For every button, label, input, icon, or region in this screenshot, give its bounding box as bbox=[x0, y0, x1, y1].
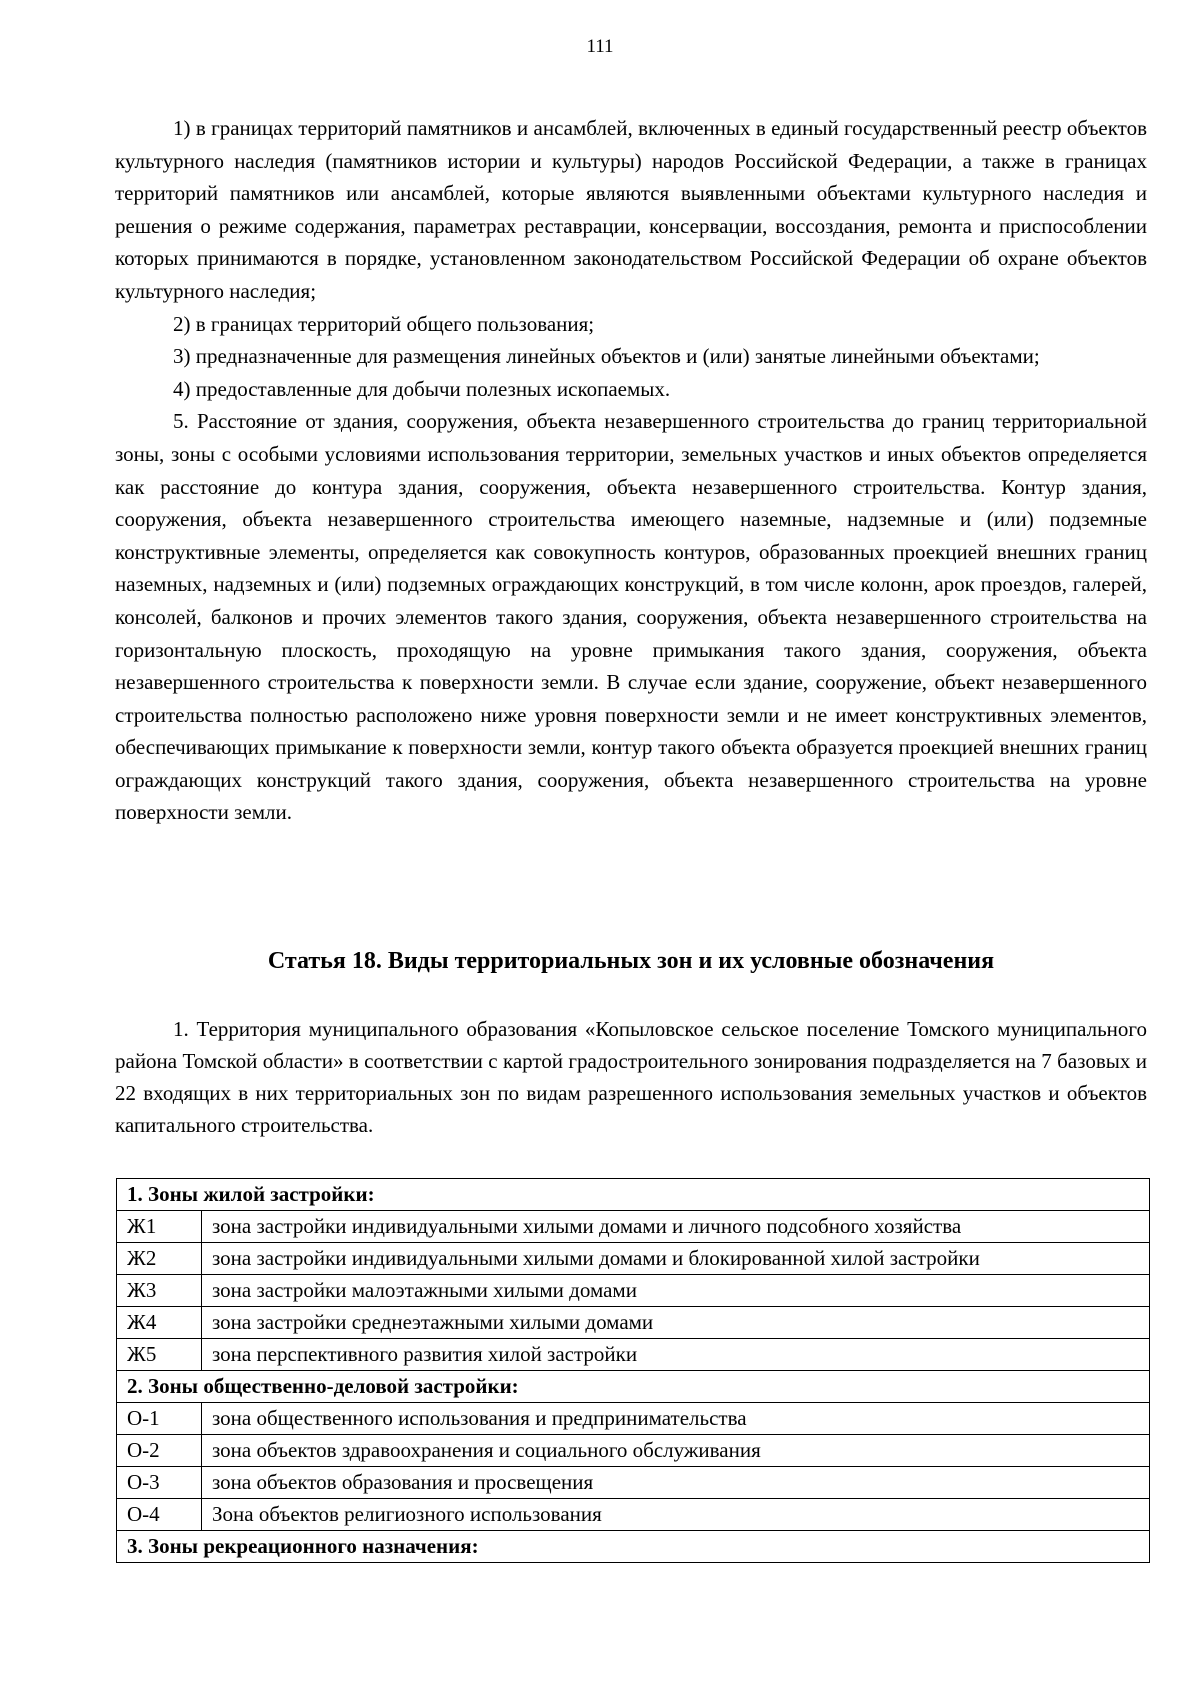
zone-description: зона застройки индивидуальными хилыми домами и личного подсобного хозяйства bbox=[202, 1211, 1150, 1243]
paragraph-item-1: 1) в границах территорий памятников и ансамблей, включенных в единый государственный реестр объектов культурного наследия (памятников истории и культуры) народов Российской Федерации, а также в границах территорий памятников или ансамблей, которые являются выявленными объектами культурного наследия и решения о режиме содержания, параметрах реставрации, консервации, воссоздания, ремонта и приспособлении которых принимаются в порядке, установленном законодательством Российской Федерации об охране объектов культурного наследия; bbox=[115, 116, 1147, 303]
article-heading: Статья 18. Виды территориальных зон и их условные обозначения bbox=[267, 948, 995, 974]
zone-description: зона объектов образования и просвещения bbox=[202, 1467, 1150, 1499]
zone-group-title: 2. Зоны общественно-деловой застройки: bbox=[117, 1371, 1150, 1403]
zone-description: зона застройки среднеэтажными хилыми домами bbox=[202, 1307, 1150, 1339]
zone-code: Ж3 bbox=[117, 1275, 202, 1307]
zone-code: О-3 bbox=[117, 1467, 202, 1499]
zone-row bbox=[117, 1243, 1150, 1275]
page-number: 111 bbox=[586, 36, 614, 57]
zone-description: зона общественного использования и предпринимательства bbox=[202, 1403, 1150, 1435]
zone-description: зона застройки индивидуальными хилыми домами и блокированной хилой застройки bbox=[202, 1243, 1150, 1275]
article-intro bbox=[115, 1013, 1147, 1141]
zone-row bbox=[117, 1339, 1150, 1371]
zones-table bbox=[116, 1178, 1150, 1563]
paragraph-item-4: 4) предоставленные для добычи полезных ископаемых. bbox=[173, 376, 671, 401]
zone-description: зона перспективного развития хилой застройки bbox=[202, 1339, 1150, 1371]
zone-group-row bbox=[117, 1531, 1150, 1563]
zone-group-title: 1. Зоны жилой застройки: bbox=[117, 1179, 1150, 1211]
body-text bbox=[115, 112, 1147, 829]
zone-code: Ж1 bbox=[117, 1211, 202, 1243]
zone-code: Ж2 bbox=[117, 1243, 202, 1275]
zone-code: Ж5 bbox=[117, 1339, 202, 1371]
paragraph-item-2: 2) в границах территорий общего пользования; bbox=[173, 311, 595, 336]
zone-description: зона объектов здравоохранения и социального обслуживания bbox=[202, 1435, 1150, 1467]
zone-code: О-2 bbox=[117, 1435, 202, 1467]
paragraph-item-3: 3) предназначенные для размещения линейных объектов и (или) занятые линейными объектами; bbox=[173, 344, 1040, 369]
zone-row bbox=[117, 1275, 1150, 1307]
zone-row bbox=[117, 1307, 1150, 1339]
zone-row bbox=[117, 1211, 1150, 1243]
zone-group-row bbox=[117, 1371, 1150, 1403]
zone-code: О-4 bbox=[117, 1499, 202, 1531]
paragraph-item-5: 5. Расстояние от здания, сооружения, объекта незавершенного строительства до границ территориальной зоны, зоны с особыми условиями использования территории, земельных участков и иных объектов определяется как расстояние до контура здания, сооружения, объекта незавершенного строительства. Контур здания, сооружения, объекта незавершенного строительства имеющего наземные, надземные и (или) подземные конструктивные элементы, определяется как совокупность контуров, образованных проекцией внешних границ наземных, надземных и (или) подземных ограждающих конструкций, в том числе колонн, арок проездов, галерей, консолей, балконов и прочих элементов такого здания, сооружения, объекта незавершенного строительства на горизонтальную плоскость, проходящую на уровне примыкания такого здания, сооружения, объекта незавершенного строительства к поверхности земли. В случае если здание, сооружение, объект незавершенного строительства полностью расположено ниже уровня поверхности земли и не имеет конструктивных элементов, обеспечивающих примыкание к поверхности земли, контур такого объекта образуется проекцией внешних границ ограждающих конструкций такого здания, сооружения, объекта незавершенного строительства на уровне поверхности земли. bbox=[115, 409, 1147, 825]
zone-group-row bbox=[117, 1179, 1150, 1211]
intro-paragraph: 1. Территория муниципального образования «Копыловское сельское поселение Томского муниципального района Томской области» в соответствии с картой градостроительного зонирования подразделяется на 7 базовых и 22 входящих в них территориальных зон по видам разрешенного использования земельных участков и объектов капитального строительства. bbox=[115, 1017, 1147, 1137]
zone-row bbox=[117, 1467, 1150, 1499]
zone-code: О-1 bbox=[117, 1403, 202, 1435]
zone-description: зона застройки малоэтажными хилыми домами bbox=[202, 1275, 1150, 1307]
zone-row bbox=[117, 1403, 1150, 1435]
zone-description: Зона объектов религиозного использования bbox=[202, 1499, 1150, 1531]
zone-row bbox=[117, 1435, 1150, 1467]
zone-code: Ж4 bbox=[117, 1307, 202, 1339]
zone-row bbox=[117, 1499, 1150, 1531]
zone-group-title: 3. Зоны рекреационного назначения: bbox=[117, 1531, 1150, 1563]
